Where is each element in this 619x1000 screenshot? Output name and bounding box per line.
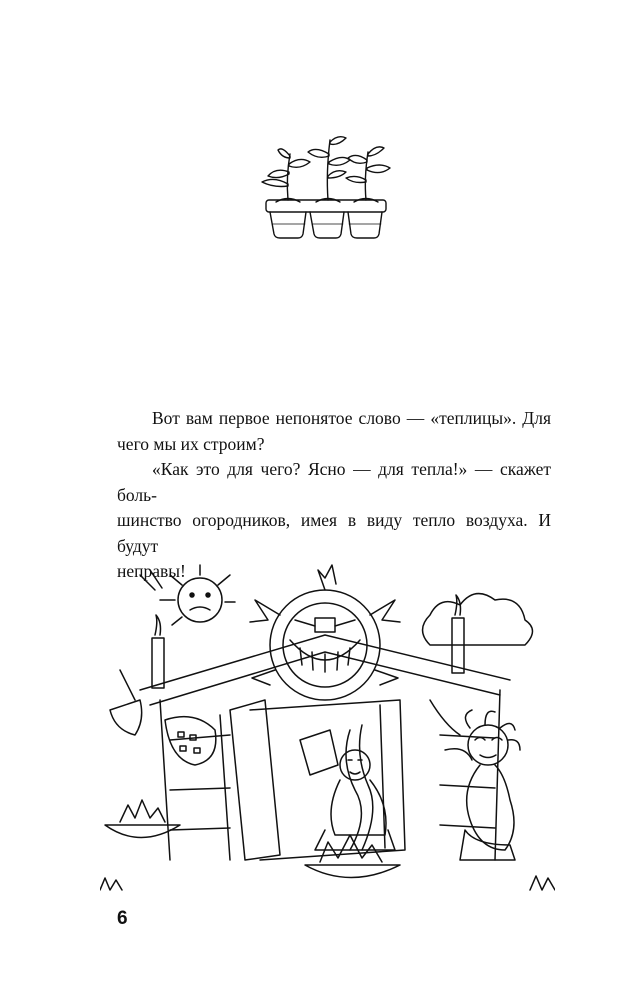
text-line: чего мы их строим?	[117, 433, 265, 454]
body-text	[117, 406, 551, 585]
text-line: Вот вам первое непонятое слово — «теплицы». Для	[152, 408, 551, 428]
text-line: «Как это для чего? Ясно — для тепла!» — скажет боль-	[117, 459, 551, 505]
seedlings-tray-illustration	[238, 132, 398, 248]
page-number: 6	[117, 908, 128, 929]
kneeling-figure-drawing	[300, 730, 395, 850]
sad-sun-drawing	[140, 565, 235, 625]
grinning-sun-drawing	[250, 565, 400, 700]
dancer-figure-drawing	[430, 700, 520, 860]
greenhouse-ritual-illustration	[100, 560, 555, 895]
text-line: шинство огородников, имея в виду тепло воздуха. И будут	[117, 510, 551, 556]
text-line: неправы!	[117, 561, 186, 581]
paragraph-1	[117, 406, 551, 457]
